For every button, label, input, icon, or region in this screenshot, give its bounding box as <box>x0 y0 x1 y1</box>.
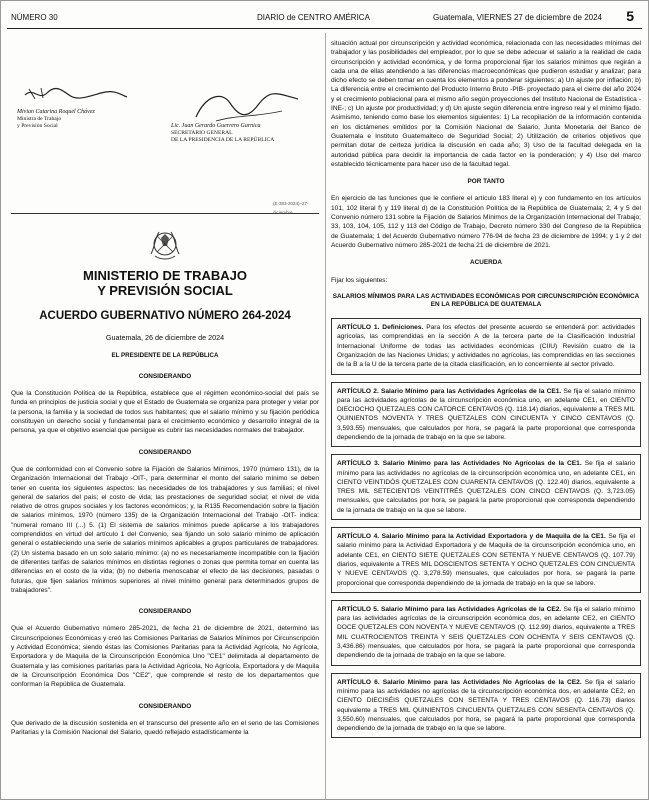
signer-right-name: Lic. Juan Gerardo Guerrero Garnica <box>171 123 261 129</box>
article-body: Para los efectos del presente acuerdo se entenderá por: actividades agrícolas, las comprendidas en la sección A de la tercera parte de la Clasificación Industrial Internacional Uniforme de todas las actividades económicas (CIIU) Revisión cuatro de la Organización de las Naciones Unidas; y actividades no agrícolas, las comprendidas en las secciones de la B a la U de la tercera parte de la citada clasificación, en lo concerniente al sector privado. <box>337 324 636 369</box>
considerando-heading-4: CONSIDERANDO <box>138 702 192 710</box>
place-date: Guatemala, 26 de diciembre de 2024 <box>105 333 225 343</box>
coat-of-arms-icon <box>145 224 185 262</box>
signature-block <box>11 35 319 216</box>
signer-left-name: Mivian Catarina Roquel Chávez <box>17 109 95 115</box>
fijar-line: Fijar los siguientes: <box>331 276 388 284</box>
article-heading: ARTÍCULO 4. Salario Mínimo para la Actividad Exportadora y de Maquila de la CE1. <box>337 533 606 541</box>
newspaper-name: DIARIO de CENTRO AMÉRICA <box>257 13 370 22</box>
article-heading: ARTÍCULO 3. Salario Mínimo para las Actividades No Agrícolas de la CE1. <box>337 460 582 468</box>
considerando-heading-1: CONSIDERANDO <box>138 372 192 380</box>
por-tanto-heading: POR TANTO <box>467 178 505 186</box>
article-3 <box>331 454 641 520</box>
president-heading: EL PRESIDENTE DE LA REPÚBLICA <box>111 351 219 359</box>
issue-date: Guatemala, VIERNES 27 de diciembre de 2024 <box>433 13 602 22</box>
article-1 <box>331 318 641 374</box>
acuerda-heading: ACUERDA <box>470 259 502 267</box>
signer-left-title: Ministra de Trabajo <box>17 116 62 123</box>
article-body: Se fija el salario mínimo para las actividades agrícolas de la circunscripción económica uno, en adelante CE1, en CIENTO DIECIOCHO QUETZALES CON CATORCE CENTAVOS (Q. 118.14) diarios, equivalente a TRES MIL QUINIENTOS NOVENTA Y TRES QUETZALES CON CINCUENTA Y CINCO CENTAVOS (Q. 3,593.55) mensuales, que calculados por hora, se pagará la parte proporcional que corresponda dependiendo de la jornada de trabajo en la que se labore. <box>337 387 635 441</box>
article-heading: ARTÍCULO 5. Salario Mínimo para las Actividades Agrícolas de la CE2. <box>337 605 562 613</box>
salaries-title: SALARIOS MÍNIMOS PARA LAS ACTIVIDADES ECONÓMICAS POR CIRCUNSCRIPCIÓN ECONÓMICA EN LA REPÚBLICA DE GUATEMALA <box>332 292 640 309</box>
signature-left-icon <box>21 83 131 105</box>
article-body: Se fija el salario mínimo para las actividades agrícolas de la circunscripción económica dos, en adelante CE2, en CIENTO DOCE QUETZALES CON NOVENTA Y NUEVE CENTAVOS (Q. 112.99) diarios, equivalente a TRES MIL CUATROCIENTOS TREINTA Y SEIS QUETZALES CON OCHENTA Y SEIS CENTAVOS (Q. 3,436.86) mensuales, que calculados por hora, se pagará la parte proporcional que corresponda dependiendo de la jornada de trabajo en la que se labore. <box>337 605 635 660</box>
article-body: Se fija el salario mínimo para las actividades no agrícolas de la circunscripción económica uno, en adelante CE1, en CIENTO VEINTIDÓS QUETZALES CON CUARENTA CENTAVOS (Q. 122.40) diarios, equivalente a TRES MIL SETECIENTOS VEINTITRÉS QUETZALES CON CINCO CENTAVOS (Q. 3,723.05) mensuales, que calculados por hora, se pagará la parte proporcional que corresponda dependiendo de la jornada de trabajo en la que se labore. <box>337 460 635 514</box>
considerando-paragraph-4: Que derivado de la discusión sostenida en el transcurso del presente año en el seno de las Comisiones Paritarias y la Comisión Nacional del Salario, quedó reflejado estadísticamente la <box>11 719 319 737</box>
ministry-name: MINISTERIO DE TRABAJO Y PREVISIÓN SOCIAL <box>83 268 247 298</box>
considerando-heading-3: CONSIDERANDO <box>138 608 192 616</box>
column-divider <box>325 33 326 799</box>
article-6 <box>331 673 641 739</box>
article-heading: ARTÍCULO 6. Salario Mínimo para las Actividades No Agrícolas de la CE2. <box>337 678 582 686</box>
considerando-paragraph-3: Que el Acuerdo Gubernativo número 285-2021, de fecha 21 de diciembre de 2021, determinó las Circunscripciones Económicas y creó las Comisiones Paritarias de Salarios Mínimos por Circunscripción y Actividad Económica; siendo éstas las Comisiones Paritarias para la Actividad Agrícola, No Agrícola, Exportadora y de Maquila de la Circunscripción Económica Uno "CE1" delimitada al departamento de Guatemala y las comisiones paritarias para la Actividad Agrícola, No Agrícola, Exportadora y de Maquila de la Circunscripción Económica Dos "CE2", que comprende el resto de los departamentos que conforman la República de Guatemala. <box>11 625 319 689</box>
considerando-paragraph-2: Que de conformidad con el Convenio sobre la Fijación de Salarios Mínimos, 1970 (número 131), de la Organización Internacional del Trabajo -OIT-, para determinar el monto del salario mínimo se deben tener en cuenta los siguientes aspectos: las necesidades de los trabajadores y sus familias; el nivel general de salarios del país; el costo de vida; las prestaciones de seguridad social; el nivel de vida relativo de otros grupos sociales y los factores económicos; y, la R135 Recomendación sobre la fijación de salarios mínimos, 1970 (número 135) de la Organización Internacional del Trabajo -OIT- indica: "numeral romano III (...) 5. (1) El sistema de salarios mínimos puede aplicarse a los trabajadores comprendidos en virtud del artículo 1 del Convenio, sea fijando un solo salario mínimo de aplicación general o estableciendo una serie de salarios mínimos aplicables a grupos particulares de trabajadores. (2) Un sistema basado en un solo salario mínimo: (a) no es necesariamente incompatible con la fijación de diferentes tarifas de salarios mínimos en distintas regiones o zonas que permita tomar en cuenta las diferencias en el costo de la vida; (b) no debería menoscabar el efecto de las decisiones, pasadas o futuras, que fijen salarios mínimos superiores al nivel mínimo general para determinados grupos de trabajadores". <box>11 465 319 594</box>
article-body: Se fija el salario mínimo para las actividades no agrícolas de la circunscripción económica dos, en adelante CE2, en CIENTO DIECISÉIS QUETZALES CON SETENTA Y TRES CENTAVOS (Q. 116.73) diarios equivalente a TRES MIL QUINIENTOS CINCUENTA QUETZALES CON SESENTA CENTAVOS (Q. 3,550.60) mensuales, que calculados por hora, se pagará la parte proporcional que corresponda dependiendo de la jornada de trabajo en la que se labore. <box>337 678 635 733</box>
article-body: Se fija el salario mínimo para la Actividad Exportadora y de Maquila de la circunscripción económica uno, en adelante CE1, en CIENTO SIETE QUETZALES CON SETENTA Y NUEVE CENTAVOS (Q. 107.79) diarios, equivalente a TRES MIL DOSCIENTOS SETENTA Y OCHO QUETZALES CON CINCUENTA Y NUEVE CENTAVOS (Q. 3,278.59) mensuales, que calculados por hora, se pagará la parte proporcional que corresponda dependiendo de la jornada de trabajo en la que se labore. <box>337 533 636 587</box>
considerando-heading-2: CONSIDERANDO <box>138 448 192 456</box>
article-heading: ARTÍCULO 1. Definiciones. <box>337 324 424 332</box>
issue-number: NÚMERO 30 <box>11 13 58 22</box>
legal-basis-paragraph: En ejercicio de las funciones que le confiere el artículo 183 literal e) y con fundamento en los artículos 101, 102 literal f) y 119 literal d) de la Constitución Política de la República de Guatemala; 2, 4 y 5 del Convenio número 131 sobre la Fijación de Salarios Mínimos de la Organización Internacional del Trabajo; 33, 103, 104, 105, 112 y 113 del Código de Trabajo, Decreto número 330 del Congreso de la República de Guatemala; 1 del Acuerdo Gubernativo número 776-94 de fecha 23 de diciembre de 1994; y 1 y 2 del Acuerdo Gubernativo número 285-2021 de fecha 21 de diciembre de 2021. <box>331 195 641 249</box>
article-4 <box>331 527 641 593</box>
left-column <box>11 35 319 741</box>
article-2 <box>331 382 641 448</box>
signature-right-icon <box>186 87 306 127</box>
article-heading: ARTÍCULO 2. Salario Mínimo para las Actividades Agrícolas de la CE1. <box>337 387 562 395</box>
considerando-paragraph-1: Que la Constitución Política de la República, establece que el régimen económico-social del país se funda en principios de justicia social y que el Estado de Guatemala se organiza para proteger y velar por la persona, la familia y la sociedad de todos sus habitantes; que el salario mínimo y su fijación periódica constituyen un derecho social y fundamental para el crecimiento económico y desarrollo integral de la persona, ya que el objetivo esencial que persigue es cubrir las necesidades normales del trabajador. <box>11 390 319 435</box>
considerando-continuation: situación actual por circunscripción y actividad económica, relacionada con las necesidades mínimas del trabajador y las posibilidades del empleador, por lo que se debe adecuar el salario a la realidad de cada circunscripción y actividad económica, y de forma proporcional fijar los salarios mínimos que regirán a cada una de ellas atendiendo a las diferencias macroeconómicas que pudieron estudiar y analizar; para dicho efecto se deben tomar en cuenta los elementos a ponderar siguientes: a) Un ajuste por inflación; b) La diferencia entre el crecimiento del Producto Interno Bruto -PIB- proyectado para el cierre del año 2024 y el crecimiento poblacional para el mismo año según proyecciones del Instituto Nacional de Estadística -INE-; c) Un ajuste por productividad; y d) Un ajuste según diferencia entre ingreso real y el mínimo fijado. Asimismo, teniendo como base los elementos siguientes: 1) La recopilación de la información contenida en los dictámenes emitidos por la Comisión Nacional de Salario, Junta Monetaria del Banco de Guatemala e Instituto Guatemalteco de Seguridad Social; 2) Utilización de criterios objetivos que permitan dotar de certeza jurídica la discusión en cada año; 3) Uso de la facultad delegada en la autoridad pública para decidir la importancia de cada factor en la ponderación; y 4) Uso del marco establecido técnicamente para hacer uso de la facultad legal. <box>331 40 641 168</box>
articles-list <box>331 318 641 738</box>
right-column <box>331 39 641 745</box>
page-header <box>7 7 642 29</box>
publication-reference: (E-383-2024)–27-diciembre <box>273 201 309 216</box>
signer-right-title: SECRETARIO GENERAL <box>171 130 233 137</box>
article-5 <box>331 600 641 666</box>
page-number: 5 <box>626 8 634 24</box>
agreement-title: ACUERDO GUBERNATIVO NÚMERO 264-2024 <box>39 310 291 322</box>
signer-left-title-2: y Previsión Social <box>17 122 58 129</box>
signer-right-title-2: DE LA PRESIDENCIA DE LA REPÚBLICA <box>171 136 275 143</box>
